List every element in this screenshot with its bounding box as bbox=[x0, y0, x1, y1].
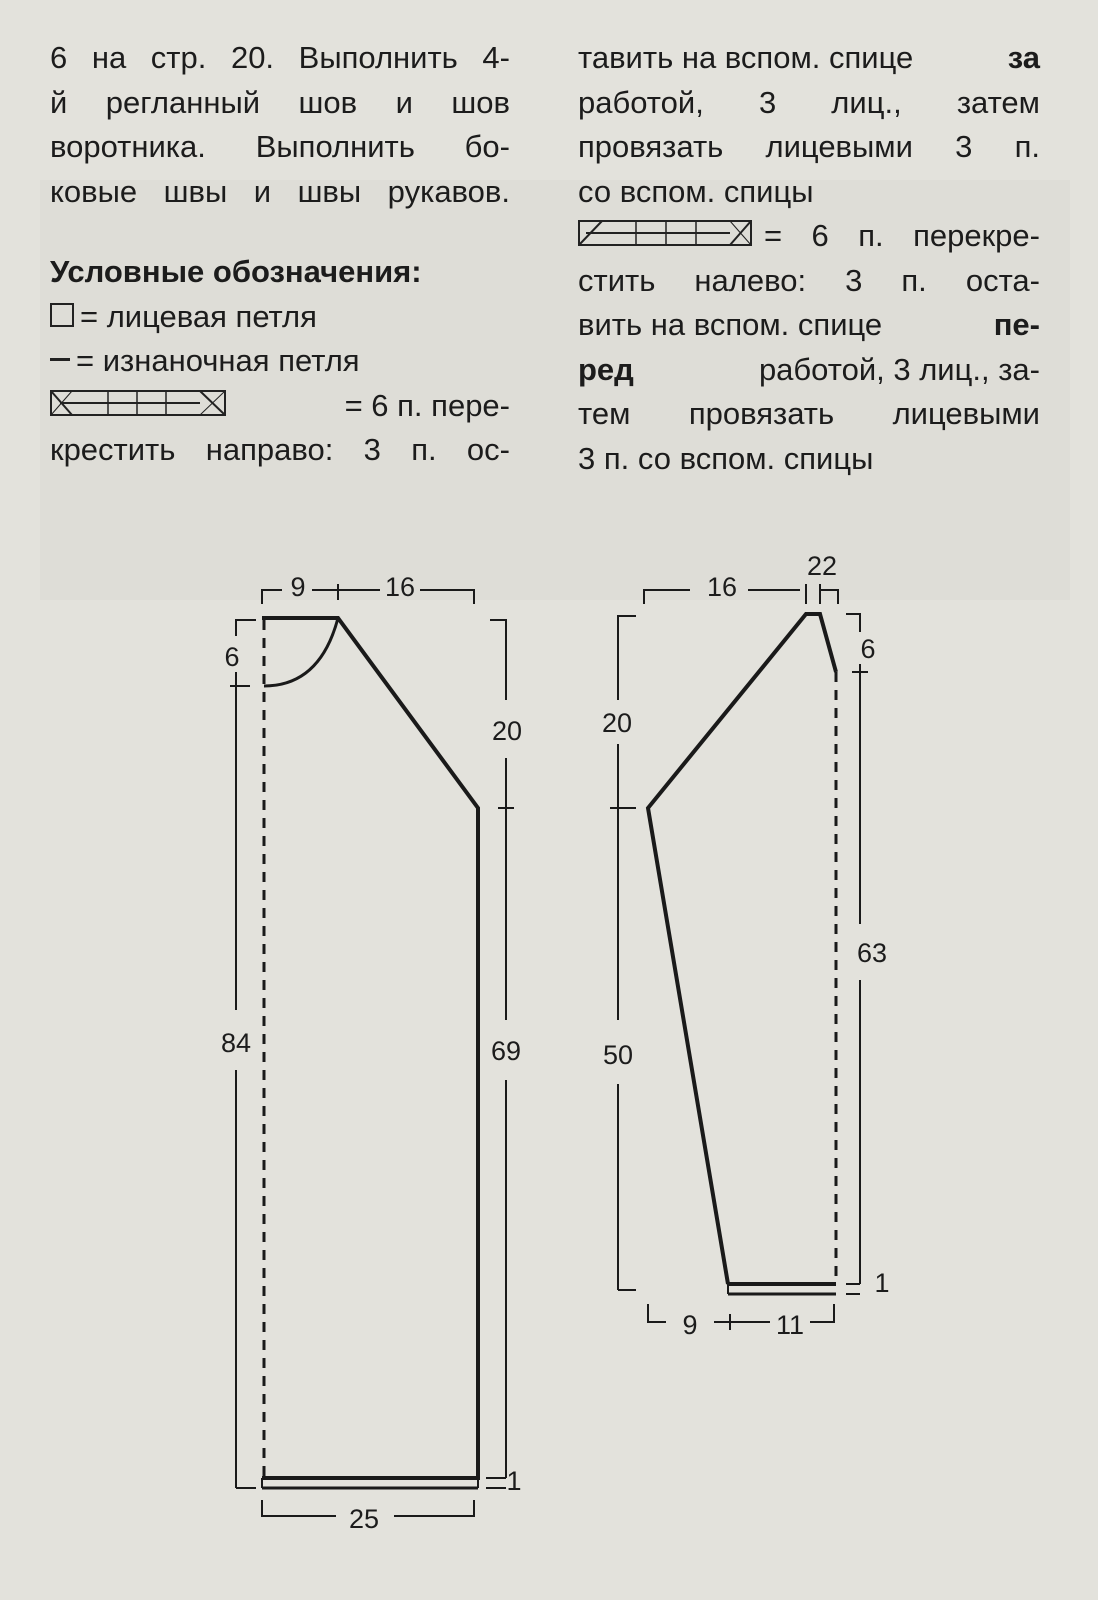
text-line: ковые швы и швы рукавов. bbox=[50, 173, 510, 209]
body-pattern bbox=[221, 572, 522, 1534]
body-raglan-label: 20 bbox=[491, 716, 523, 746]
legend-cable-left-label: = 6 п. перекре- bbox=[764, 218, 1040, 253]
body-outline bbox=[262, 618, 478, 1478]
sleeve-rib-label: 1 bbox=[874, 1268, 890, 1298]
sleeve-bottom-right-label: 11 bbox=[775, 1310, 805, 1340]
text-line: 3 п. со вспом. спицы bbox=[578, 440, 874, 476]
body-neck-depth-label: 6 bbox=[224, 642, 240, 672]
text-bold: за bbox=[1007, 40, 1040, 75]
sleeve-cap-side-label: 6 bbox=[860, 634, 876, 664]
sleeve-pattern bbox=[602, 551, 890, 1340]
text-fragment: тавить на вспом. спице bbox=[578, 40, 914, 75]
text-bold: ред bbox=[578, 351, 634, 387]
sleeve-raglan-label: 20 bbox=[601, 708, 633, 738]
body-total-height-label: 84 bbox=[220, 1028, 252, 1058]
legend-title: Условные обозначения: bbox=[50, 254, 422, 289]
sleeve-top-right-label: 22 bbox=[806, 551, 838, 581]
text-fragment: вить на вспом. спице bbox=[578, 307, 883, 342]
sleeve-bottom-left-label: 9 bbox=[682, 1310, 698, 1340]
neck-curve bbox=[264, 618, 338, 686]
sleeve-length-label: 50 bbox=[602, 1040, 634, 1070]
text-line: й регланный шов и шов bbox=[50, 84, 510, 120]
text-line: стить налево: 3 п. оста- bbox=[578, 262, 1040, 298]
text-line: провязать лицевыми 3 п. bbox=[578, 129, 1040, 164]
sleeve-top-left-label: 16 bbox=[706, 572, 738, 602]
text-bold: пе- bbox=[993, 307, 1040, 342]
text-line: тем провязать лицевыми bbox=[578, 396, 1040, 431]
text-line: 6 на стр. 20. Выполнить 4- bbox=[50, 40, 510, 75]
dim-bracket bbox=[262, 590, 282, 604]
body-rib-label: 1 bbox=[506, 1466, 522, 1496]
legend-cable-right-label: = 6 п. пере- bbox=[344, 387, 510, 423]
text-fragment: работой, 3 лиц., за- bbox=[758, 351, 1040, 387]
legend-knit-label: = лицевая петля bbox=[80, 298, 317, 334]
sleeve-outline bbox=[648, 614, 836, 1284]
text-line: воротника. Выполнить бо- bbox=[50, 129, 510, 164]
text-line: работой, 3 лиц., затем bbox=[578, 84, 1040, 120]
body-top-right-label: 16 bbox=[384, 572, 416, 602]
body-top-left-label: 9 bbox=[290, 572, 306, 602]
body-width-label: 25 bbox=[348, 1504, 380, 1534]
text-line: со вспом. спицы bbox=[578, 173, 814, 209]
legend-purl-label: = изнаночная петля bbox=[76, 343, 360, 378]
legend-cable-right-cont: крестить направо: 3 п. ос- bbox=[50, 432, 510, 467]
body-side-height-label: 69 bbox=[490, 1036, 522, 1066]
sleeve-seam-label: 63 bbox=[856, 938, 888, 968]
